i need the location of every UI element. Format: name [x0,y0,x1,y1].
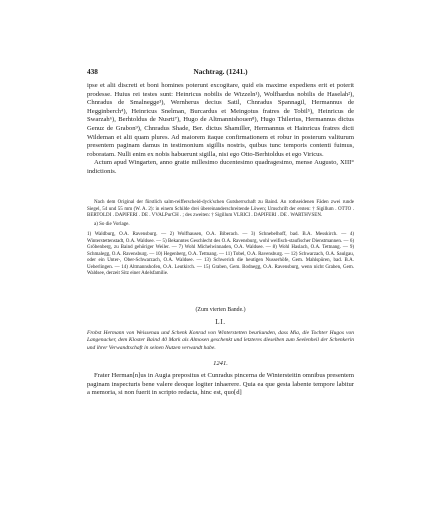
final-paragraph-block [87,372,354,398]
charter-dating: Actum apud Wingarten, anno gratie millesimo ducentesimo quadragesimo, mense Augusto, XIII° indictionis. [87,159,354,175]
document-number: LI. [215,318,226,326]
document-year: 1241. [213,360,228,367]
charter-paragraph: ipse et alii discreti et boni homines poterunt excogitare, quid eis maxime expediens erit et poterit prodesse. Huius rei testes sunt: Heinricus nobilis de Wizzeln¹), Wolfhardus nobilis de Haselah²), Chnradus de Smalnegge³), Wernherus decius Satil, Chnradus Spannagil, Hermannus de Hegginberch⁴), Heinricus Snelman, Burcardus et Meingotus fratres de Tobil⁵), Heinricus de Swarzah⁶), Berhtoldus de Nusrti⁷), Hugo de Altmannishouen⁸), Hugo Thilerius, Hermannus dictus Genuz de Grabon⁹), Chnradus Shade, Ber. dictus Shamiller, Hermannus et Hainricus fratres dicti Wildeman et alii quam plures. Ad maiorem itaque confirmationem et robur in posterum valiturum presentem paginam damus in testimonium sigillis nostris, quibus tunc temporis contenti fuimus, roboratam. Nulli enim ex nobis habuerunt sigilla, nisi ego Otto-Berhtoldus et ego Viricus. [87,82,354,158]
regest-summary: Frobst Hermann von Weissenau und Schenk Konrad von Winterstetten beurkunden, dass Mia, die Tochter Hugos von Langenacker, dem Kloster Baind 40 Mark als Almosen geschenkt und letzteres dieselben zum Seelenheil der Schenkerin und ihrer Verwandtschaft in seinen Nutzen verwandt habe. [87,330,354,351]
page-number: 438 [87,67,98,76]
variant-note: a) So die Vorlage. [94,221,130,227]
charter-text [87,82,354,177]
source-note: Nach dem Original der fürstlich salm-reifferscheid-dyck'schen Gutsherrschaft zu Baind. An rothseidenen Fäden zwei runde Siegel, 54 und 55 mm (W. A. 2): in einem Schilde drei übereinanderschreitende Löwen; Umschrift der ersten: † Sigillum . OTTO . BERTOLDI . DAPIFERI . DE . VVALPurCH . ; des zweiten: † Sigillum VLRICI . DAPIFERI . DE . WARTHVSEN. [87,200,354,218]
final-paragraph: Frater Herman[n]us in Augia prepositus et Cunradus pincerna de Wintersteitin omnibus presentem paginam inspecturis bene valere deoque logiter inhaerere. Quia ea que gesta labente tempore labitur a memoria, si non fuerit in scripto redacta, hinc est, quo[d] [87,372,354,397]
source-note-block [87,200,354,278]
volume-note: (Zum vierten Bande.) [195,307,246,313]
running-header [87,67,354,77]
running-title: Nachtrag. (1241.) [193,67,248,76]
footnotes: 1) Waldburg, O.A. Ravensburg. — 2) Wolfhausen, O.A. Biberach. — 3) Schnebelhoff, bad. B.A. Messkirch. — 4) Winterstettenstadt, O.A. Waldsee. — 5) Bekanntes Geschlecht des O.A. Ravensburg, wohl weifisch-staufischer Dienstmannen. — 6) Gröbenberg, zu Baind gehöriger Weiler. — 7) Wohl Michelwinnaden, O.A. Waldsee. — 8) Wohl Haslach, O.A. Tettnang. — 9) Schmalegg, O.A. Ravensburg. — 10) Hegenberg, O.A. Tettnang. — 11) Tobel, O.A. Ravensburg. — 12) Schwarzach, O.A. Saulgau, oder ein Unter-, Ober-Schwarzach, O.A. Waldsee. — 13) Schwerich die heutigen Nusserhöfe, Gem. Mahlspüren, bad. B.A. Ueberlingen. — 14) Altmannshofen, O.A. Leutkirch. — 15) Graben, Gem. Bodnegg, O.A. Ravensburg, wenn nicht Graben, Gem. Waldsee, derzeit Sitz einer Adelsfamilie. [87,232,354,276]
